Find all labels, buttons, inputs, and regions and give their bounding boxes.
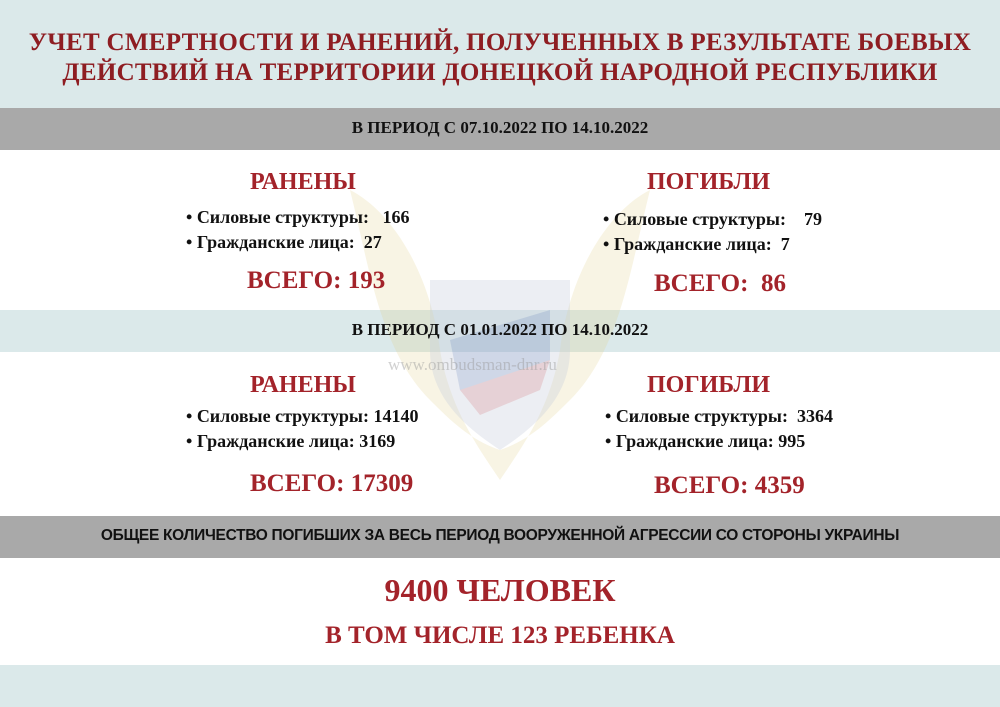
list-item: • Силовые структуры: 14140 — [186, 406, 419, 426]
overall-people: 9400 ЧЕЛОВЕК — [384, 572, 616, 608]
list-item: • Гражданские лица: 7 — [603, 234, 790, 254]
period1-label: В ПЕРИОД С 07.10.2022 ПО 14.10.2022 — [351, 118, 649, 137]
footer-band — [0, 665, 1000, 707]
watermark-url: www.ombudsman-dnr.ru — [388, 355, 557, 374]
list-item: • Силовые структуры: 3364 — [605, 406, 833, 426]
period2-label: В ПЕРИОД С 01.01.2022 ПО 14.10.2022 — [351, 320, 649, 339]
page-title — [0, 28, 1000, 88]
overall-children: В ТОМ ЧИСЛЕ 123 РЕБЕНКА — [325, 622, 675, 649]
p2-wounded-heading: РАНЕНЫ — [250, 372, 356, 398]
list-item: • Гражданские лица: 995 — [605, 431, 806, 451]
list-item: • Силовые структуры: 79 — [603, 209, 822, 229]
p1-wounded-heading: РАНЕНЫ — [250, 169, 356, 195]
p1-killed-total: ВСЕГО: 86 — [654, 270, 786, 297]
p1-killed-list — [603, 207, 822, 257]
p2-wounded-list — [186, 404, 418, 454]
p2-killed-heading: ПОГИБЛИ — [647, 372, 771, 398]
title-line-1: УЧЕТ СМЕРТНОСТИ И РАНЕНИЙ, ПОЛУЧЕННЫХ В РЕЗУЛЬТАТЕ БОЕВЫХ — [28, 29, 972, 56]
p2-killed-list — [605, 404, 833, 454]
p2-killed-total: ВСЕГО: 4359 — [654, 472, 805, 499]
p1-wounded-list — [186, 205, 409, 255]
p2-wounded-total: ВСЕГО: 17309 — [250, 470, 414, 497]
list-item: • Гражданские лица: 27 — [186, 232, 382, 252]
overall-label: ОБЩЕЕ КОЛИЧЕСТВО ПОГИБШИХ ЗА ВЕСЬ ПЕРИОД ВООРУЖЕННОЙ АГРЕССИИ СО СТОРОНЫ УКРАИНЫ — [100, 527, 900, 544]
title-line-2: ДЕЙСТВИЙ НА ТЕРРИТОРИИ ДОНЕЦКОЙ НАРОДНОЙ РЕСПУБЛИКИ — [62, 59, 938, 86]
list-item: • Гражданские лица: 3169 — [186, 431, 396, 451]
p1-wounded-total: ВСЕГО: 193 — [247, 267, 386, 294]
list-item: • Силовые структуры: 166 — [186, 207, 410, 227]
p1-killed-heading: ПОГИБЛИ — [647, 169, 771, 195]
